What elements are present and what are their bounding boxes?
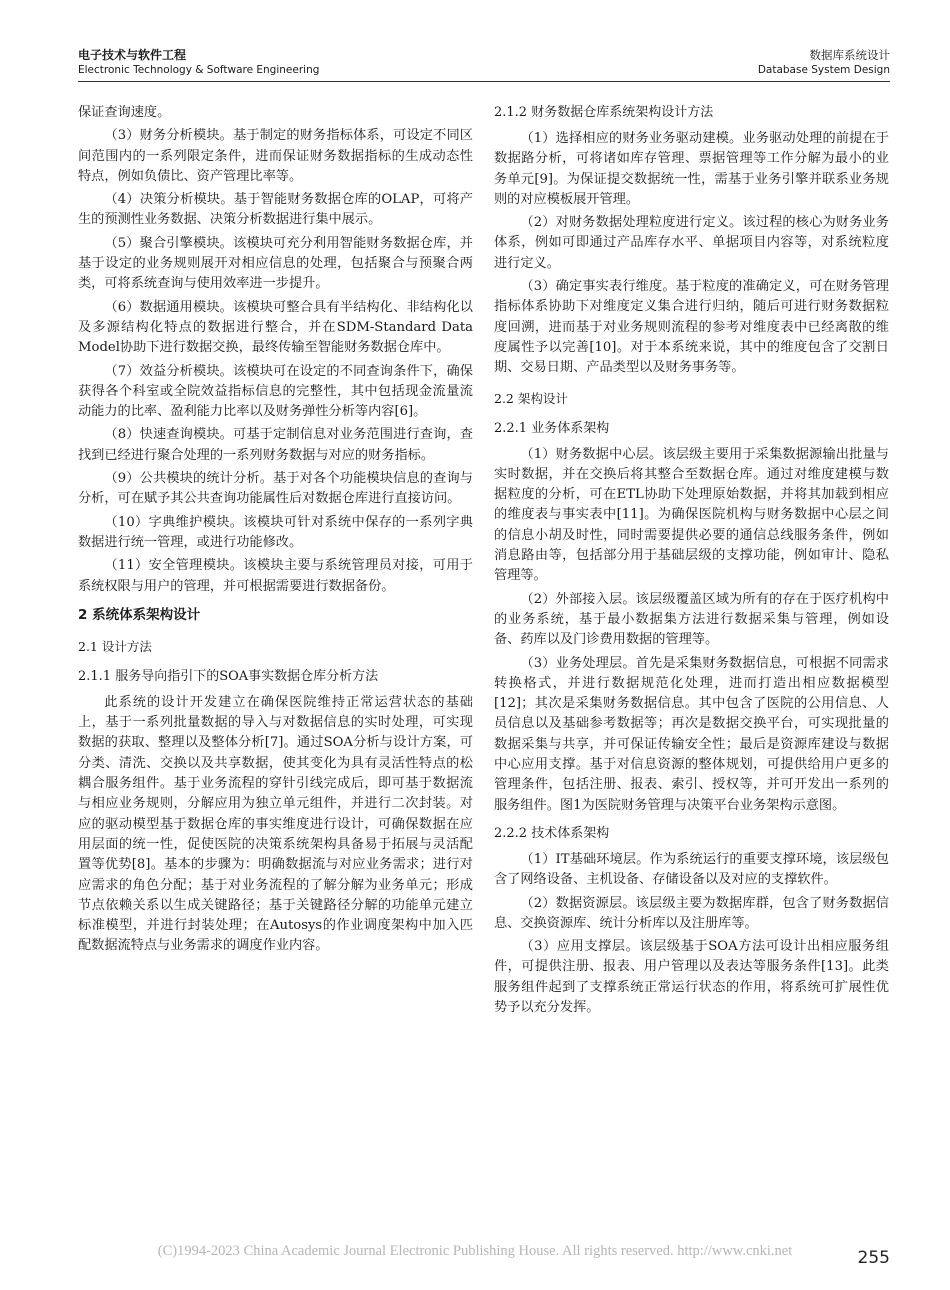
paragraph: （8）快速查询模块。可基于定制信息对业务范围进行查询，查找到已经进行聚合处理的一系列财务数据与对应的财务指标。 — [78, 427, 473, 463]
paragraph: （10）字典维护模块。该模块可针对系统中保存的一系列字典数据进行统一管理，或进行功能修改。 — [78, 514, 473, 550]
paragraph: （1）选择相应的财务业务驱动建模。业务驱动处理的前提在于数据路分析，可将诸如库存管理、票据管理等工作分解为最小的业务单元[9]。为保证提交数据统一性，需基于业务引擎并联系业务规则的对应模板展开管理。 — [494, 131, 889, 207]
journal-title-cn: 电子技术与软件工程 — [78, 48, 187, 62]
paragraph: （2）外部接入层。该层级覆盖区域为所有的存在于医疗机构中的业务系统，基于最小数据集方法进行数据采集与管理，例如设备、药库以及门诊费用数据的管理等。 — [494, 591, 889, 648]
paragraph: （3）财务分析模块。基于制定的财务指标体系，可设定不同区间范围内的一系列限定条件，进而保证财务数据指标的生成动态性特点，例如负债比、资产管理比率等。 — [78, 128, 473, 184]
paragraph: （2）对财务数据处理粒度进行定义。该过程的核心为财务业务体系，例如可即通过产品库存水平、单据项目内容等，对系统粒度进行定义。 — [494, 215, 889, 271]
section-title-cn: 数据库系统设计 — [809, 48, 890, 62]
paragraph: （4）决策分析模块。基于智能财务数据仓库的OLAP，可将产生的预测性业务数据、决策分析数据进行集中展示。 — [78, 192, 473, 228]
subsubsection-heading: 2.1.2 财务数据仓库系统架构设计方法 — [494, 105, 714, 120]
paragraph: （1）财务数据中心层。该层级主要用于采集数据源输出批量与实时数据，并在交换后将其整合至数据仓库。通过对维度建模与数据粒度的分析，可在ETL协助下处理原始数据，并将其加载到相应的维度表与事实表中[11]。为确保医院机构与财务数据中心层之间的信息小胡及时性，同时需要提供必要的通信总线服务条件，例如消息路由等，包括部分用于基础层级的支撑功能，例如审计、隐私管理等。 — [494, 446, 889, 584]
paragraph: （5）聚合引擎模块。该模块可充分利用智能财务数据仓库，并基于设定的业务规则展开对相应信息的处理，包括聚合与预聚合两类，可将系统查询与使用效率进一步提升。 — [78, 235, 473, 292]
copyright-watermark: (C)1994-2023 China Academic Journal Electronic Publishing House. All rights reserved. http://www.cnki.net — [157, 1243, 793, 1259]
paragraph: （2）数据资源层。该层级主要为数据库群，包含了财务数据信息、交换资源库、统计分析库以及注册库等。 — [494, 895, 889, 931]
paragraph: （3）应用支撑层。该层级基于SOA方法可设计出相应服务组件，可提供注册、报表、用户管理以及表达等服务条件[13]。此类服务组件起到了支撑系统正常运行状态的作用，将系统可扩展性优势予以充分发挥。 — [494, 939, 889, 1015]
left-column — [78, 103, 473, 960]
paragraph: （3）业务处理层。首先是采集财务数据信息，可根据不同需求转换格式，并进行数据规范化处理，进而打造出相应数据模型[12]；其次是采集财务数据信息。其中包含了医院的公用信息、人员信息以及基础参考数据等；再次是数据交换平台，可实现批量的数据采集与共享，并可保证传输安全性；最后是资源库建设与数据中心应用支撑。基于对信息资源的整体规划，可提供给用户更多的管理条件，包括注册、报表、索引、授权等，并可开发出一系列的服务组件。图1为医院财务管理与决策平台业务架构示意图。 — [494, 655, 889, 813]
section-heading: 2 系统体系架构设计 — [78, 606, 201, 623]
paragraph: （1）IT基础环境层。作为系统运行的重要支撑环境，该层级包含了网络设备、主机设备、存储设备以及对应的支撑软件。 — [494, 851, 889, 888]
subsection-heading: 2.1 设计方法 — [78, 638, 152, 654]
paragraph: （9）公共模块的统计分析。基于对各个功能模块信息的查询与分析，可在赋予其公共查询功能属性后对数据仓库进行直接访问。 — [78, 471, 473, 507]
subsection-heading: 2.2 架构设计 — [494, 390, 568, 406]
paragraph: （11）安全管理模块。该模块主要与系统管理员对接，可用于系统权限与用户的管理，并可根据需要进行数据备份。 — [78, 558, 473, 594]
paragraph: （3）确定事实表行维度。基于粒度的准确定义，可在财务管理指标体系协助下对维度定义集合进行归纳，随后可进行财务数据粒度回溯，进而基于对业务规则流程的参考对维度表中已经离散的维度属性予以完善[10]。对于本系统来说，其中的维度包含了交割日期、交易日期、产品类型以及财务事务等。 — [494, 279, 889, 376]
paragraph: （7）效益分析模块。该模块可在设定的不同查询条件下，确保获得各个科室或全院效益指标信息的完整性，其中包括现金流量流动能力的比率、盈利能力比率以及财务弹性分析等内容[6]。 — [78, 363, 473, 420]
subsubsection-heading: 2.2.2 技术体系架构 — [494, 825, 610, 841]
paragraph: （6）数据通用模块。该模块可整合具有半结构化、非结构化以及多源结构化特点的数据进行整合，并在SDM-Standard Data Model协助下进行数据交换，最终传输至智能财务数据仓库中。 — [78, 299, 473, 356]
subsubsection-heading: 2.2.1 业务体系架构 — [494, 420, 610, 436]
paragraph: 保证查询速度。 — [78, 105, 171, 120]
paragraph: 此系统的设计开发建立在确保医院维持正常运营状态的基础上，基于一系列批量数据的导入与对数据信息的实时处理，可实现数据的获取、整理以及整体分析[7]。通过SOA分析与设计方案，可分类、清洗、交换以及共享数据，使其变化为具有灵活性特点的松耦合服务组件。基于业务流程的穿针引线完成后，即可基于数据流与相应业务规则，分解应用为独立单元组件，并进行二次封装。对应的驱动模型基于数据仓库的事实维度进行设计，可确保数据在应用层面的统一性，促使医院的决策系统架构具备易于拓展与灵活配置等优势[8]。基本的步骤为：明确数据流与对应业务需求；进行对应需求的角色分配；基于对业务流程的了解分解为业务单元；形成节点依赖关系以生成关键路径；基于关键路径分解的功能单元建立标准模型，并进行封装处理；在Autosys的作业调度架构中加入匹配数据流特点与业务需求的调度作业内容。 — [78, 694, 473, 954]
journal-title-en: Electronic Technology & Software Engineering — [78, 64, 320, 76]
journal-title-block — [78, 47, 319, 78]
section-title-block — [758, 47, 890, 78]
subsubsection-heading: 2.1.1 服务导向指引下的SOA事实数据仓库分析方法 — [78, 668, 379, 684]
right-column — [494, 103, 889, 1021]
page-number: 255 — [857, 1248, 890, 1268]
section-title-en: Database System Design — [757, 64, 890, 76]
page-header — [78, 47, 890, 82]
